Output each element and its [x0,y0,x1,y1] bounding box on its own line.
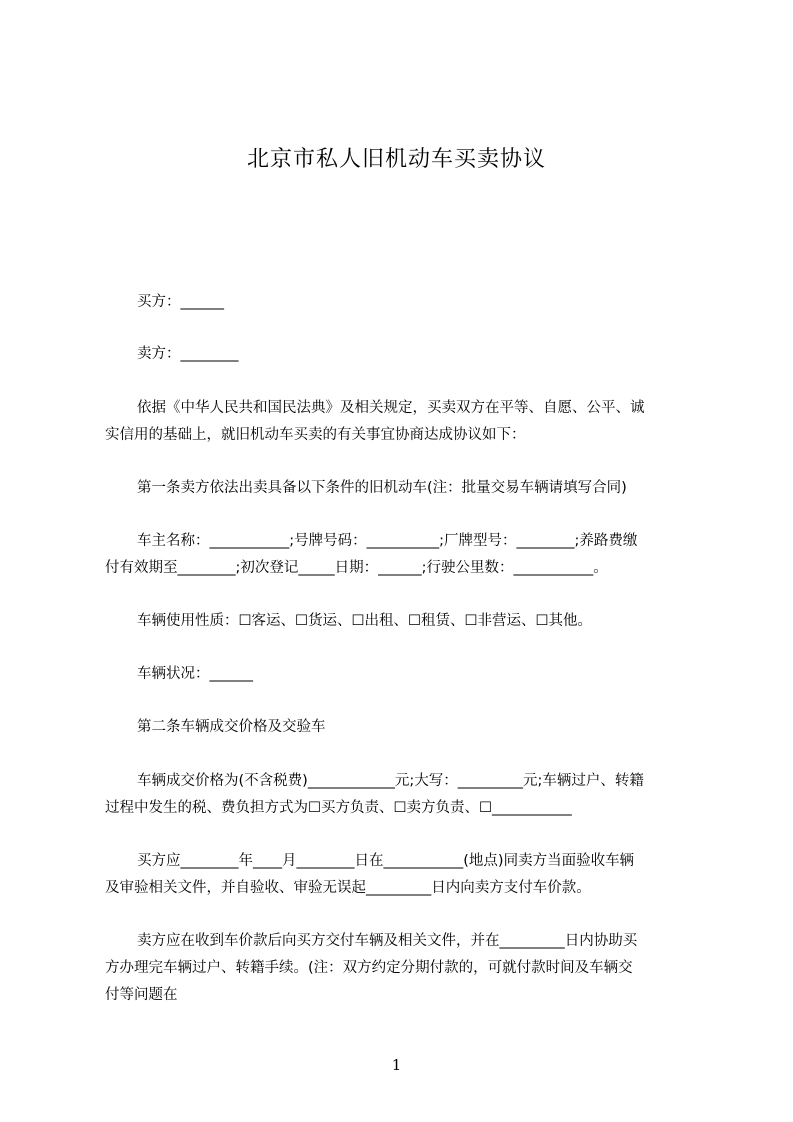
seller-line: 卖方：________ [137,346,239,362]
intro-line-1: 依据《中华人民共和国民法典》及相关规定，买卖双方在平等、自愿、公平、诚 [137,400,645,416]
article-1-heading: 第一条卖方依法出卖具备以下条件的旧机动车(注：批量交易车辆请填写合同) [137,480,627,496]
inspection-line-2: 及审验相关文件，并自验收、审验无误起_________日内向卖方支付车价款。 [105,880,591,896]
delivery-line-3: 付等问题在 [105,987,178,1003]
price-line-1: 车辆成交价格为(不含税费)____________元;大写：_________元;车辆过户、转籍 [137,773,644,789]
page-number: 1 [391,1056,402,1074]
delivery-line-2: 方办理完车辆过户、转籍手续。(注：双方约定分期付款的，可就付款时间及车辆交 [105,960,633,976]
vehicle-info-line-2: 付有效期至________;初次登记_____日期：______;行驶公里数：___________。 [105,560,608,576]
vehicle-condition-line: 车辆状况：______ [137,666,253,682]
inspection-line-1: 买方应________年____月________日在___________(地点)同卖方当面验收车辆 [137,853,635,869]
buyer-line: 买方：______ [137,294,224,310]
article-2-heading: 第二条车辆成交价格及交验车 [137,719,326,735]
delivery-line-1: 卖方应在收到车价款后向买方交付车辆及相关文件，并在_________日内协助买 [137,933,638,949]
price-line-2: 过程中发生的税、费负担方式为☐买方负责、☐卖方负责、☐___________ [105,800,572,816]
document-title: 北京市私人旧机动车买卖协议 [246,147,546,172]
vehicle-info-line-1: 车主名称：___________;号牌号码：__________;厂牌型号：________;养路费缴 [137,533,638,549]
intro-line-2: 实信用的基础上，就旧机动车买卖的有关事宜协商达成协议如下： [105,427,526,443]
vehicle-usage-line: 车辆使用性质：☐客运、☐货运、☐出租、☐租赁、☐非营运、☐其他。 [137,613,592,629]
